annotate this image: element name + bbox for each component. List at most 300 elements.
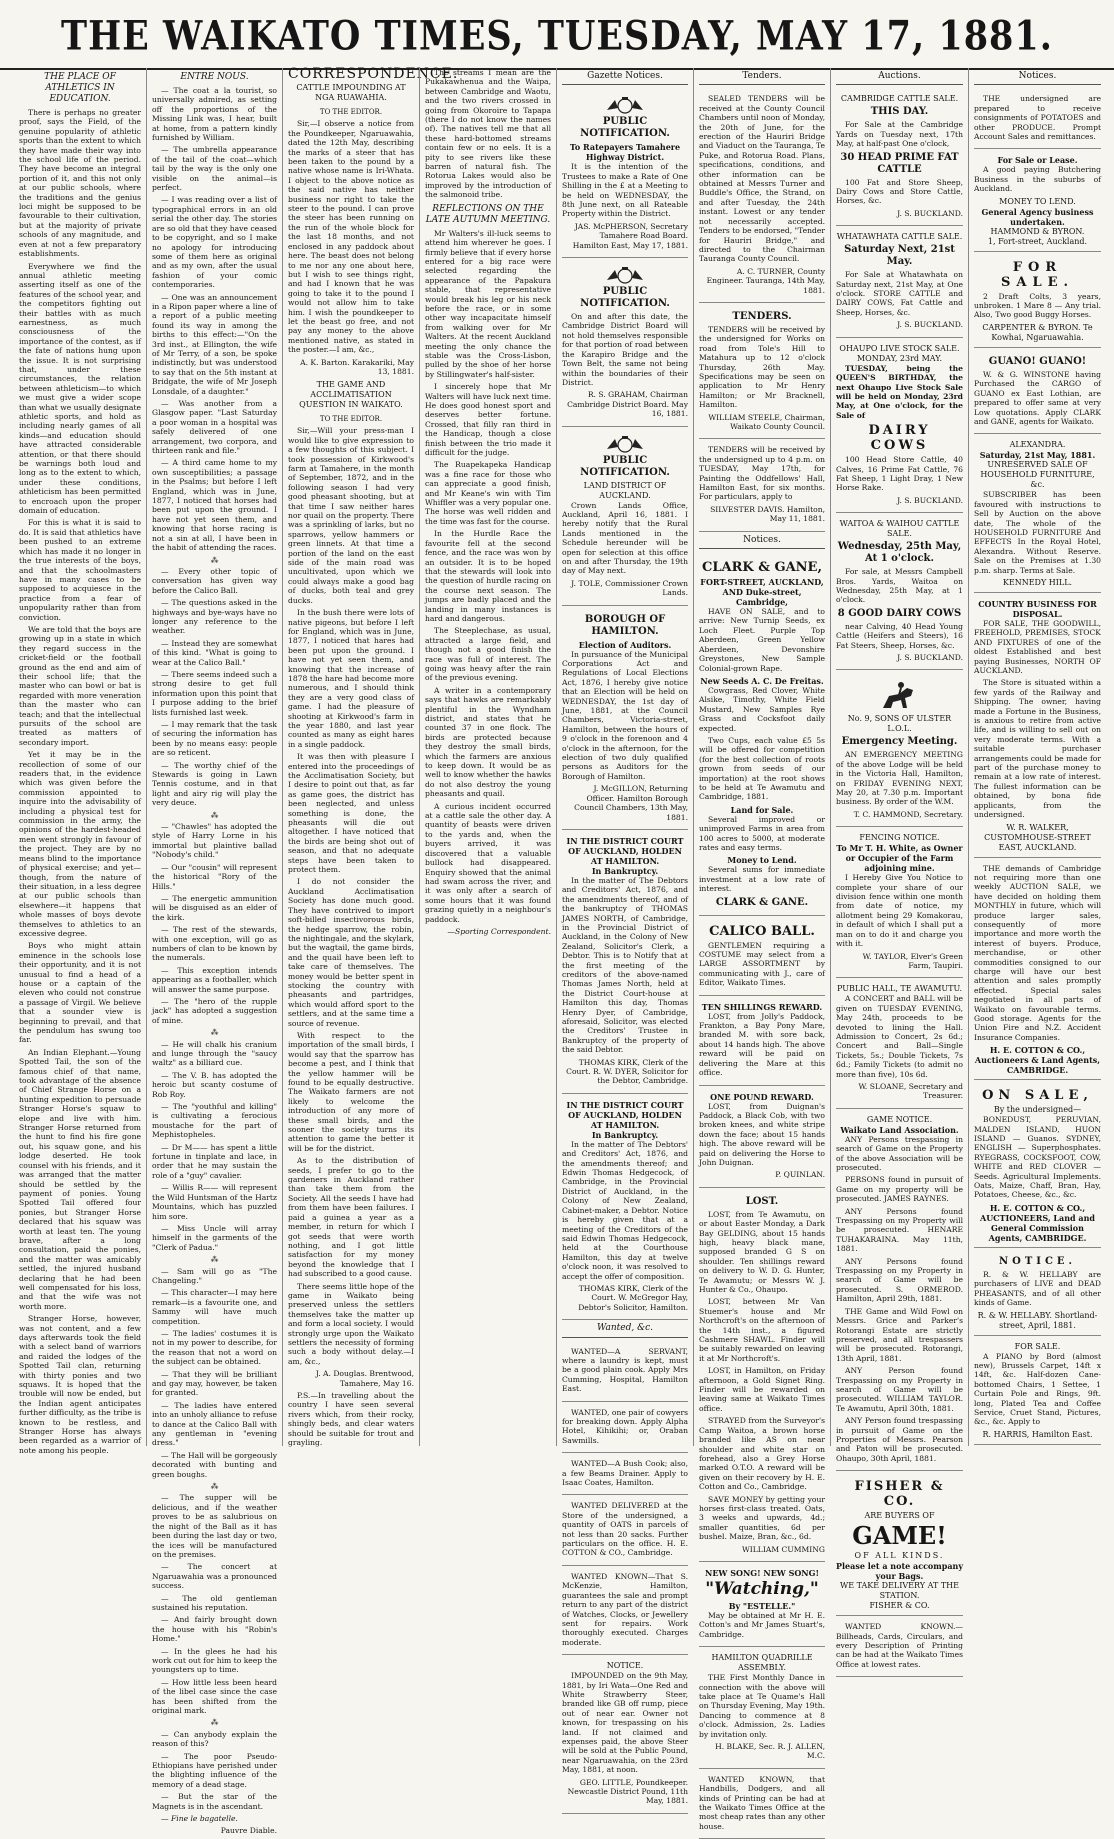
entre-nous-item: — Every other topic of conversation has given way before the Calico Ball. [152, 566, 277, 595]
masthead [0, 0, 1114, 70]
letter-to: TO THE EDITOR. [319, 415, 383, 424]
auction-when: Saturday Next, 21st May. [844, 244, 955, 268]
notice-title: PUBLIC NOTIFICATION. [580, 286, 670, 310]
hall-title: PUBLIC HALL, TE AWAMUTU. [836, 984, 963, 994]
article-paragraph: Yet it may be in the recollection of some of our readers that, in the evidence which was given before the commission appointed to inquire into the advisability of including a physical test for commission in the army, the opinions of the hardest-headed men went strongly in favour of the project. They are by no means blind to the importance of physical exercise; and yet—though, from the nature of their situation, in a less degree at our public schools than elsewhere—it happens that whole masses of boys devote themselves to athletics to an excessive degree. [19, 750, 141, 938]
continuation-paragraph: The streams I mean are the Pukakawhenua and the Waipa, between Cambridge and Waotu, and the two rivers crossed in going from Okoroire to Tapapa (there I do not know the names of). The natives tell me that all these hard-bottomed streams contain few or no eels. It is a pity to see rivers like these barren of natural fish. The Rotorua Lakes would also be improved by the introduction of the salmonoid tribe. [425, 68, 551, 200]
lease-title: For Sale or Lease. [997, 155, 1078, 166]
fencing-ad [836, 830, 963, 978]
notice-body: Crown Lands Office, Auckland, April 16, 1881. I hereby notify that the Rural Lands mentioned in the Schedule hereunder will be open for selection at this office on and after Thursday, the 19th day of May next. [562, 500, 688, 576]
for-sale-ad [974, 255, 1101, 348]
country-sign: W. R. WALKER, CUSTOMHOUSE-STREET EAST, AUCKLAND. [984, 822, 1091, 852]
notice-sign: R. S. GRAHAM, Chairman Cambridge District Board. May 16, 1881. [567, 390, 688, 419]
letter-ps: P.S.—In travelling about the country I have seen several rivers which, from their rocky, shingly beds, and clear waters should be suitable for trout and grayling. [288, 1391, 414, 1448]
game-item: ANY Persons found Trespassing on my Property will be prosecuted. HENARE TUHAKARAINA. May 11th, 1881. [836, 1206, 963, 1254]
fisher-kinds: OF ALL KINDS. [854, 1551, 945, 1561]
song-name: "Watching," [705, 1578, 819, 1599]
wanted-text: WANTED DELIVERED at the Store of the undersigned, a quantity of OATS in parcels of not less than 20 sacks. Further particulars on the office. H. E. COTTON & CO., Cambridge. [562, 1501, 688, 1558]
notice-title: PUBLIC NOTIFICATION. [580, 116, 670, 140]
fisher-are: ARE BUYERS OF [864, 1511, 935, 1521]
article-paragraph: In the Hurdle Race the favourite fell at the second fence, and the race was won by an outsider. It is to be hoped that the stewards will look into the question of hurdle racing on the course next season. The jumps are badly placed and the landing in many instances is hard and dangerous. [425, 529, 551, 623]
notice-sign: THOMAS KIRK, Clerk of the Court. R. W. DYER, Solicitor for the Debtor, Cambridge. [566, 1057, 688, 1086]
country-business-ad [974, 596, 1101, 858]
tender-sign: SILVESTER DAVIS. Hamilton, May 11, 1881. [710, 504, 825, 524]
fencing-body: I Hereby Give You Notice to complete your share of our division fence within one month from date of notice, my allotment being 29 Komakorau, in default of which I shall put a man on to do it and charge you with it. [836, 873, 963, 949]
entre-nous-item: — This character—I may here remark—is a favourite one, and Sammy will have much competition. [152, 1288, 277, 1326]
entre-nous-item: — In the glees he had his work cut out for him to keep the youngsters up to time. [152, 1646, 277, 1675]
entre-nous-item: — The poor Pseudo-Ethiopians have perished under the blighting influence of the memory of a dead stage. [152, 1751, 277, 1789]
lost-item: STRAYED from the Surveyor's Camp Waitoa, a brown horse branded like AS on near shoulder and white star on forehead, also a Grey Horse marked O.T.O. A reward will be given on their recovery by H. E. Cotton and Co., Cambridge. [699, 1416, 825, 1492]
cups-note: Two Cups, each value £5 5s will be offered for competition (for the best collection of roots grown from seeds of our importation) at the root shows to be held at Te Awamutu and Cambridge, 1881. [699, 735, 825, 802]
hammond-address: 1, Fort-street, Auckland. [987, 236, 1088, 246]
section-heading: CORRESPONDENCE. [288, 66, 459, 82]
piano-body: A PIANO by Bord (almost new), Brussels Carpet, 14ft x 14ft, &c. Half-dozen Cane-bottomed Chairs, 1 Settee, 1 Curtain Pole and Rings, 9ft. long, Plated Tea and Coffee Service, Cruet Stand, Pictures, &c., &c. Apply to [974, 1351, 1101, 1427]
notice-title: BOROUGH OF HAMILTON. [584, 613, 666, 637]
sale-body: 2 Draft Colts, 3 years, unbroken. 1 Mare 8 — Any trial. Also, Two good Buggy Horses. [974, 291, 1101, 320]
entre-nous-item: — I was reading over a list of typographical errors in an old serial the other day. The stories are so old that they have ceased to be copyright, and so I make no apology for introducing some of them here as original and as my own, after the usual fashion of your comic contemporaries. [152, 195, 277, 290]
lost-item: LOST, between Mr Van Stuemer's house and Mr Northcroft's on the afternoon of the 14th inst., a figured Cashmere SHAWL. Finder will be suitably rewarded on leaving it at Mr Northcroft's. [699, 1297, 825, 1363]
agency-title: General Agency business undertaken. [981, 206, 1094, 227]
letter-sign: J. A. Douglas. Brentwood, Tamahere, May 16. [315, 1369, 414, 1388]
song-body: May be obtained at Mr H. E. Cotton's and Mr James Stuart's, Cambridge. [699, 1610, 825, 1639]
notice-sign: J. TOLE, Commissioner Crown Lands. [571, 578, 688, 598]
column-header: Auctions. [836, 72, 963, 85]
asterism-divider: ⁂ [210, 1718, 219, 1728]
seeds-list: Cowgrass, Red Clover, White Alsike, Timothy, White Field Mustard, New Samples Rye Grass and Cocksfoot daily expected. [699, 685, 825, 733]
article-heading: ENTRE NOUS. [180, 72, 249, 82]
cotton-sign: H. E. COTTON & CO., Auctioneers & Land Agents, CAMBRIDGE. [974, 1045, 1101, 1076]
column-athletics [14, 68, 146, 1455]
entre-nous-item: — This exception intends appearing as a footballer, which will answer the same purpose. [152, 965, 277, 994]
wanted-ad [562, 1405, 688, 1454]
auction-when: THIS DAY. [870, 106, 929, 118]
country-body: The Store is situated within a few yards of the Railway and Shipping. The owner, having made a Fortune in the Business, is anxious to retire from active life, and is willing to sell out on very moderate terms. With a suitable purchaser arrangements could be made for part of the purchase money to remain at a low rate of interest. The fullest information can be obtained, by bona fide applicants, from the undersigned. [974, 678, 1101, 820]
asterism-divider: ⁂ [210, 1482, 219, 1492]
notice-body: IMPOUNDED on the 9th May, 1881, by Iri Wata—One Red and White Strawberry Steer, branded like GB off rump, piece out of near ear. Owner not known, for trespassing on his land. If not claimed and expenses paid, the above Steer will be sold at the Public Pound, near Ngaruawahia, on the 23rd May, 1881, at noon. [562, 1671, 688, 1775]
tender-body: SEALED TENDERS will be received at the County Council Chambers until noon of Monday, the 20th of June, for the erection of the Hauriri Bridge and Viaduct on the Tauranga, Te Puke, and Rotorua Road. Plans, specifications, conditions, and other information can be obtained at Messrs Turner and Buddle's Office, the Strand, on and after Tuesday, the 24th instant. Lowest or any tender not necessarily accepted. Tenders to be endorsed, "Tender for Hauriri Bridge," and directed to the Chairman Tauranga County Council. [699, 94, 825, 264]
game-notices [836, 1112, 963, 1471]
wanted-text: WANTED, one pair of cowyers for breaking down. Apply Alpha Hotel, Kihikihi; or, Oraban Sawmills. [562, 1407, 688, 1445]
entre-nous-item: — Miss Uncle will array himself in the garments of the "Clerk of Padua." [152, 1223, 277, 1252]
auction-sign: J. S. BUCKLAND. [897, 320, 963, 330]
entre-nous-item: — The rest of the stewards, with one exception, will go as numbers of clan to be known by the numerals. [152, 925, 277, 963]
hall-ad [836, 981, 963, 1108]
lodge-body: AN EMERGENCY MEETING of the above Lodge will be held in the Victoria Hall, Hamilton, on FRIDAY EVENING NEXT, May 20, at 7.30 p.m. Important business. By order of the W.M. [836, 750, 963, 807]
article-paragraph: I sincerely hope that Mr Walters will have luck next time. He does good honest sport and deserves better fortune. Crossed, that filly ran third in the Handicap, though a close finish between the trio made it difficult for the judge. [425, 382, 551, 458]
auction-ad [836, 341, 963, 513]
auction-title: CAMBRIDGE CATTLE SALE. [840, 94, 959, 104]
entre-nous-item: — Sam will go as "The Changeling." [152, 1266, 277, 1285]
country-sub: FOR SALE, THE GOODWILL, FREEHOLD, PREMISES, STOCK AND FIXTURES of one of the oldest Established and best paying Businesses, NORTH OF AUCKLAND. [974, 618, 1101, 675]
gazette-notice [562, 833, 688, 1094]
entre-nous-item: — That they will be brilliant and gay may, however, be taken for granted. [152, 1369, 277, 1398]
wanted-header: Wanted, &c. [562, 1324, 688, 1337]
auction-sign: J. S. BUCKLAND. [897, 495, 963, 505]
reward-ad [699, 1089, 825, 1188]
article-paragraph: For this is what it is said to do. It is said that athletics have been pushed to an extreme which has made it no longer in the true interests of the boys, and that the schoolmasters have in many cases to be supposed to acquiesce in the practice from a fear of unpopularity rather than from conviction. [19, 518, 141, 622]
tender-body: TENDERS will be received by the undersigned for Works on road from Tole's Hill to Matahura up to 12 o'clock Thursday, 26th May. Specifications may be seen on application to Mr Henry Hamilton; or Mr Bracknell, Hamilton. [699, 324, 825, 410]
notice-body: It is the intention of the Trustees to make a Rate of One Shilling in the £ at a Meeting to be held on WEDNESDAY, the 8th June next, on all Rateable Property within the District. [562, 162, 688, 219]
cotton-sign: H. E. COTTON & CO., AUCTIONEERS, Land and General Commission Agents, CAMBRIDGE. [979, 1202, 1096, 1243]
column-auctions [830, 68, 968, 1669]
asterism-divider: ⁂ [210, 555, 219, 565]
auction-when: MONDAY, 23rd MAY. [856, 353, 943, 363]
assembly-ad [699, 1650, 825, 1769]
auction-list: 100 Fat and Store Sheep, Dairy Cows and Store Cattle, Horses, &c. [836, 177, 963, 206]
letter-body: With respect to the importation of the small birds, I would say that the sparrow has become a pest, and I think that the yellow hammer will be found to be equally destructive. The Waikato farmers are not likely to welcome the introduction of any more of these small birds, and the sooner the society turns its attention to game the better it will be for the district. [288, 1030, 414, 1153]
notice-sign: JAS. McPHERSON, Secretary Tamahere Road Board. Hamilton East, May 17, 1881. [572, 221, 688, 250]
auction-ad [836, 516, 963, 670]
auction-list: 100 Head Store Cattle, 40 Calves, 16 Prime Fat Cattle, 76 Fat Sheep, 1 Light Dray, 1 New Horse Rake. [836, 455, 963, 493]
lost-ads [699, 1191, 825, 1562]
song-by: By "ESTELLE." [728, 1600, 796, 1611]
asterism-divider: ⁂ [210, 1028, 219, 1038]
asterism-divider: ⁂ [210, 1255, 219, 1265]
seeds-title: New Seeds A. C. De Freitas. [700, 675, 824, 686]
entre-nous-item: — He will chalk his cranium and lunge through the "saucy waltz" as a billiard cue. [152, 1039, 277, 1068]
alex-title: ALEXANDRA. [1009, 440, 1066, 450]
article-paragraph: We are told that the boys are growing up in a state in which they regard success in the cricket-field or the football ground as the end and aim of their school life; that the master who can bowl or bat is regarded with more veneration than the master who can teach; and that the intellectual pursuits of the school are treated as matters of secondary import. [19, 624, 141, 747]
tender-ad [699, 91, 825, 303]
entre-nous-item: — The umbrella appearance of the tail of the coat—which tail by the way is the only one visible on the animal—is perfect. [152, 145, 277, 193]
auction-title: WHATAWHATA CATTLE SALE. [836, 232, 963, 242]
calico-title: CALICO BALL. [709, 923, 815, 939]
entre-nous-item: — One was an announcement in a Ripon paper where a line of a report of a public meeting found its way in among the births to this effect:—"On the 3rd inst., at Ellington, the wife of Mr Terry, of a son, be spoke indistinctly, but was understood to say that on the 5th instant at Bridgate, the wife of Mr Joseph Lonsdale, of a daughter." [152, 292, 277, 396]
gazette-notice [562, 430, 688, 606]
letter-body: It was then with pleasure I entered into the proceedings of the Acclimatisation Society, but I desire to point out that, as far as game goes, the district has been neglected, and unless something is done, the pheasants will die out altogether. I have noticed that the birds are being shot out of season, and that no adequate steps have been taken to protect them. [288, 752, 414, 875]
royal-crest-icon [605, 96, 645, 114]
fisher-name: FISHER & CO. [854, 1479, 945, 1510]
notice-sub: LAND DISTRICT OF AUCKLAND. [583, 480, 667, 500]
reward-ad [699, 999, 825, 1086]
lodge-ad [836, 673, 963, 827]
wanted-ad [562, 1344, 688, 1402]
article-heading: REFLECTIONS ON THE LATE AUTUMN MEETING. [425, 203, 551, 225]
entre-nous-item: — How little less been heard of the libel case since the case has been shifted from the original mark. [152, 1677, 277, 1715]
lodge-sub: Emergency Meeting. [841, 736, 958, 748]
auction-title: WAITOA & WAIHOU CATTLE SALE. [839, 519, 960, 539]
horseman-emblem-icon [877, 678, 923, 712]
calico-ball-ad [699, 919, 825, 996]
entre-nous-item: — The Hall will be gorgeously decorated with bunting and green boughs. [152, 1450, 277, 1479]
auction-lot: 30 HEAD PRIME FAT CATTLE [840, 151, 959, 175]
lodge-title: No. 9, SONS OF ULSTER L.O.L. [847, 714, 952, 734]
printing-ad [836, 1619, 963, 1677]
firm-close: CLARK & GANE. [715, 896, 809, 908]
hammond-name: HAMMOND & BYRON. [990, 226, 1085, 236]
gazette-notice [562, 1097, 688, 1320]
reward-body: LOST, from Duignan's Paddock, a Black Cob, with two broken knees, and white stripe down the face; about 15 hands high. The above reward will be paid on delivering the Horse to John Duignan. [699, 1101, 825, 1167]
entre-nous-item: — The concert at Ngaruawahia was a pronounced success. [152, 1562, 277, 1591]
lost-item: LOST, from Te Awamutu, on or about Easter Monday, a Dark Bay GELDING, about 15 hands high, heavy black mane, supposed branded G S on shoulder. Ten shillings reward on delivery to W. D. G. Hunter, Te Awamutu; or Messrs W. J. Hunter & Co., Ohaupo. [699, 1209, 825, 1294]
cambridge-sales-ad [974, 861, 1101, 1081]
tender-sign: A. C. TURNER, County Engineer. Tauranga, 14th May, 1881. [706, 266, 825, 295]
fisher-game: GAME! [852, 1521, 947, 1551]
column-notices [968, 68, 1106, 1446]
guano-body: W. & G. WINSTONE having Purchased the CARGO of GUANO ex East Lothian, are prepared to offer same at very Low quotations. Apply CLARK and GANE, agents for Waikato. [974, 369, 1101, 426]
closing-line: — Fine le bagatelle. [161, 1814, 238, 1824]
pound-notice [562, 1658, 688, 1814]
letter-body: Sir,—Will your press-man I would like to give expression to a few thoughts of this subject. I took possession of Kirkwood's farm at Tamahere, in the month of September, 1872, and in the following season I had very good pheasant shooting, but at that time I saw neither hares nor quail on the property. There was a sprinkling of larks, but no sparrows, yellow hammers or green linnets. At that time a portion of the land on the east side of the main road was uncultivated, upon which we could always make a good bag of ducks, both teal and grey ducks. [288, 426, 414, 605]
printing-body: WANTED KNOWN, that Handbills, Dodgers, and all kinds of Printing can be had at the Waikato Times Office at the most cheap rates than any other house. [699, 1774, 825, 1831]
notice-sub: Election of Auditors. [578, 639, 672, 650]
notice-title: IN THE DISTRICT COURT OF AUCKLAND, HOLDEN AT HAMILTON. [566, 1099, 684, 1130]
lodge-sign: T. C. HAMMOND, Secretary. [853, 809, 963, 819]
game-item: ANY Person found trespassing in pursuit of Game on the Properties of Messrs. Pearson and Paton will be prosecuted. Ohaupo, 30th April, 1881. [836, 1416, 963, 1463]
potatoes-ad [974, 91, 1101, 149]
country-title: COUNTRY BUSINESS FOR DISPOSAL. [978, 598, 1097, 619]
tender-body: TENDERS will be received by the undersigned up to 4 p.m. on TUESDAY, May 17th, for Painting the Oddfellows' Hall, Hamilton East, for six months. For particulars, apply to [699, 445, 825, 502]
entre-nous-item: — The supper will be delicious, and if the weather proves to be as salubrious on the night of the Ball as it has been during the last day or two, the ices will be manufactured on the premises. [152, 1493, 277, 1559]
article-paragraph: The Steeplechase, as usual, attracted a large field, and though not a good finish the race was full of interest. The going was heavy after the rain of the previous evening. [425, 626, 551, 683]
lost-title: LOST. [745, 1195, 779, 1207]
notice-title: IN THE DISTRICT COURT OF AUCKLAND, HOLDEN AT HAMILTON. [566, 835, 684, 866]
letter-body: Sir,—I observe a notice from the Poundkeeper, Ngaruawahia, dated the 12th May, describing the marks of a steer that has been taken to the pound by a native whose name is Iri-Whata. I object to the above notice as the said native has neither business nor right to take the steer to the pound. I can prove the steer has been running on the run of the whole block for the last 18 months, and not enclosed in any paddock about here. The beast does not belong to me nor any one about here, but I wish to see things right, and had I known that he was going to take it to the pound I would not allow him to take him. I wish the poundkeeper to let the beast go free, and not pay any money to the above mentioned native, as stated in the poster.—I am, &c., [288, 119, 414, 355]
fencing-sign: W. TAYLOR, Elver's Green Farm, Taupiri. [862, 951, 963, 970]
on-sale-ad [974, 1083, 1101, 1248]
notice-sign: THOMAS KIRK, Clerk of the Court. W. McGregor Hay, Debtor's Solicitor, Hamilton. [578, 1283, 688, 1312]
notice-sign: GEO. LITTLE, Poundkeeper. Newcastle District Pound, 11th May, 1881. [567, 1777, 688, 1806]
notice-sub: In Bankruptcy. [591, 865, 659, 876]
auction-body: For Sale at Whatawhata on Saturday next, 21st May, at One o'clock. STORE CATTLE and DAIRY COWS, Fat Cattle and Sheep, Horses, &c. [836, 270, 963, 317]
clark-gane-ad [699, 555, 825, 916]
article-sign: —Sporting Correspondent. [447, 926, 551, 936]
auction-ad [836, 229, 963, 337]
gazette-notice [562, 91, 688, 258]
tender-ad [699, 442, 825, 531]
auction-body: For Sale at the Cambridge Yards on Tuesday next, 17th May, at half-past One o'clock, [836, 120, 963, 149]
hall-body: A CONCERT and BALL will be given on TUESDAY EVENING, May 24th, proceeds to be devoted to lining the Hall. Admission to Concert, 2s 6d.; Concert and Ball—Single Tickets, 5s.; Double Tickets, 7s 6d.; Family Tickets (to admit no more than five), 10s 6d. [836, 994, 963, 1079]
signature: Pauvre Diable. [220, 1826, 277, 1836]
entre-nous-item: — Instead they are somewhat of this kind. "What is going to wear at the Calico Ball." [152, 638, 277, 667]
assembly-sign: H. BLAKE, Sec. R. J. ALLEN, M.C. [715, 1742, 825, 1761]
fisher-ad [836, 1474, 963, 1616]
hellaby-body: R. & W. HELLABY are purchasers of LIVE and DEAD PHEASANTS, and of all other kinds of Game. [974, 1269, 1101, 1308]
alex-date: Saturday, 21st May, 1881. [979, 450, 1096, 461]
piano-ad [974, 1339, 1101, 1445]
entre-nous-item: — And fairly brought down the house with his "Robin's Home." [152, 1615, 277, 1644]
notice-title: PUBLIC NOTIFICATION. [580, 454, 670, 478]
sale-sign: CARPENTER & BYRON. Te Kowhai, Ngaruawahia. [982, 322, 1093, 342]
sale-title: FOR SALE. [1000, 259, 1075, 290]
article-paragraph: A writer in a contemporary says that hawks are remarkably plentiful in the Wyndham district, and states that he counted 37 in one flock. The birds are protected because they destroy the small birds, which the farmers are anxious to keep down. It would be as well to know whether the hawks do not also destroy the young pheasants and quail. [425, 685, 551, 799]
tender-title: TENDERS. [732, 310, 792, 322]
fencing-sub: To Mr T. H. White, as Owner or Occupier of the Farm adjoining mine. [836, 843, 963, 874]
money-title: Money to Lend. [727, 855, 797, 866]
auction-sign: J. S. BUCKLAND. [897, 208, 963, 218]
newspaper-title: THE WAIKATO TIMES, TUESDAY, MAY 17, 1881. [61, 12, 1053, 61]
auction-body: TUESDAY, being the QUEEN'S BIRTHDAY, the next Ohaupo Live Stock Sale will be held on Monday, 23rd May, at One o'clock, for the Sale of [836, 363, 963, 420]
hellaby-ad [974, 1251, 1101, 1336]
money-title: MONEY TO LEND. [999, 196, 1076, 206]
gazette-notice [562, 261, 688, 426]
guano-title: GUANO! GUANO! [988, 355, 1087, 367]
alex-sign: KENNEDY HILL. [1002, 577, 1073, 587]
entre-nous-item: — The energetic ammunition will be disguised as an elder of the kirk. [152, 893, 277, 922]
firm-name: CLARK & GANE, [702, 560, 822, 576]
notice-sign: J. McGILLON, Returning Officer. Hamilton Borough Council Chambers, 13th May, 1881. [574, 784, 688, 822]
letter-body: In the bush there were lots of native pigeons, but before I left for England, which was in June, 1877, I noticed that hares had been put upon the ground. I have not yet seen them, and knowing that the increase of 1878 the hare had become more numerous, and I should think they are a very good class of game. I had the pleasure of shooting at Kirkwood's farm in the year 1880, and last year counted as many as eight hares in a single paddock. [288, 608, 414, 749]
auction-title: OHAUPO LIVE STOCK SALE. [839, 343, 960, 353]
lease-ad [974, 152, 1101, 251]
auction-lot: DAIRY COWS [868, 423, 931, 454]
wanted-ad [562, 1456, 688, 1495]
notice-body: On and after this date, the Cambridge District Board will not hold themselves responsible for that portion of road between the Karapiro Bridge and the Town Belt, the same not being within the boundaries of their District. [562, 312, 688, 387]
wanted-ad [562, 1498, 688, 1565]
printing-ad [699, 1772, 825, 1839]
notice-body: In the matter of The Debtors' and Creditors' Act, 1876, and the amendments thereof; and Edwin Thomas Hedgecock, of Cambridge, in the Provincial District of Auckland, in the Colony of New Zealand, Cabinet-maker, a Debtor. Notice is hereby given that at a meeting of the Creditors of the said Edwin Thomas Hedgecock, held at the Courthouse Hamilton, this day at twelve o'clock noon, it was resolved to accept the offer of composition. [562, 1139, 688, 1281]
entre-nous-item: — The worthy chief of the Stewards is going in Lawn Tennis costume, and in that light and airy rig will play the very deuce. [152, 760, 277, 808]
entre-nous-items [152, 86, 277, 1811]
potatoes-body: THE undersigned are prepared to receive consignments of POTATOES and other PRODUCE. Prompt Account Sales and remittances. [974, 94, 1101, 142]
entre-nous-item: — Willis R—— will represent the Wild Huntsman of the Hartz Mountains, which has puzzled him sore. [152, 1183, 277, 1221]
alex-body: SUBSCRIBER has been favoured with instructions to Sell by Auction on the above date, The whole of the HOUSEHOLD FURNITURE And EFFECTS In the Royal Hotel, Alexandra. Without Reserve. Sale on the Premises at 1.30 p.m. sharp. Terms at Sale. [974, 490, 1101, 575]
fisher-deliver: WE TAKE DELIVERY AT THE STATION. [840, 1581, 959, 1601]
entre-nous-item: — Was another from a Glasgow paper. "Last Saturday a poor woman in a hospital was safely delivered of one arrangement, two corpora, and thirteen rank and file." [152, 399, 277, 456]
alexandra-ad [974, 437, 1101, 593]
entre-nous-item: — Our "cousin" will represent the historical "Rory of the Hills." [152, 862, 277, 891]
game-item: THE Game and Wild Fowl on Messrs. Grice and Parker's Rotorangi Estate are strictly preserved, and all trespassers will be prosecuted. Rotorangi, 13th April, 1881. [836, 1306, 963, 1363]
demands-body: THE demands of Cambridge not requiring more than one weekly AUCTION SALE, we have decided on holding them MONTHLY in future, which will produce larger sales, consequently of more importance and more worth the interest of buyers. Produce, merchandise, or other commodities consigned to our charge will have our best attention and sales promptly effected. Special sales negotiated in all parts of Waikato on favourable terms. Good storage. Agents for the Union Fire and N.Z. Accident Insurance Companies. [974, 863, 1101, 1042]
royal-crest-icon [605, 266, 645, 284]
onsale-by: By the undersigned— [993, 1105, 1082, 1115]
song-ad [699, 1565, 825, 1647]
entre-nous-item: — The questions asked in the highways and bye-ways have no longer any reference to the weather. [152, 598, 277, 636]
game-assoc: Waikato Land Association. [840, 1124, 959, 1135]
lost-item: SAVE MONEY by getting your horses first-class treated. Oats, 3 weeks and upwards, 4d.; smaller quantities, 6d per bushel. Maize, Bran, &c., 6d. [699, 1494, 825, 1542]
column-header: Notices. [974, 72, 1101, 85]
auction-list: near Calving, 40 Head Young Cattle (Heifers and Steers), 16 Fat Steers, Sheep, Horses, &c. [836, 621, 963, 650]
game-title: GAME NOTICE. [866, 1114, 933, 1124]
article-paragraph: Everywhere we find the annual athletic meeting asserting itself as one of the features of the school year, and the competitors fighting out their battles with as much earnestness, as much consciousness of the importance of the contest, as if the fate of nations hung upon the issue. It is not surprising that, under these circumstances, the relation between athleticism—to which we must give a wider scope than what we usually designate athletic sports, and hold as including nearly games of all kinds—and education should have attracted considerable attention, or that there should be warnings both loud and long as to the extent to which, under these conditions, athleticism has been permitted to encroach upon the proper domain of education. [19, 261, 141, 516]
article-paragraph: A curious incident occurred at a cattle sale the other day. A quantity of beasts were driven to the yards and, when the buyers arrived, it was discovered that a valuable bullock had disappeared. Enquiry showed that the animal had swam across the river, and it was only after a search of some hours that it was found grazing quietly in a neighbour's paddock. [425, 801, 551, 924]
article-paragraph: Mr Walters's ill-luck seems to attend him wherever he goes. I firmly believe that if every horse entered for a big race were selected regarding the appearance of the Papakura stable, that representative would break his leg or his neck before the race, or in some other way incapacitate himself from walking over for Mr Walters. At the recent Auckland meeting the only chance the stable was the Cross-Lisbon, pulled by the shoe of her horse by Stillingwater's half-sister. [425, 228, 551, 379]
onsale-title: ON SALE, [982, 1088, 1093, 1104]
entre-nous-item: — The "hero of the rupple jack" has adopted a suggestion of mine. [152, 996, 277, 1025]
article-paragraph: The Ruapekapeka Handicap was a fine race for those who can appreciate a good finish, and Mr Keane's win with Tim Whiffler was a very popular one. The horse was well ridden and the time was fast for the course. [425, 460, 551, 526]
reward-title: ONE POUND REWARD. [710, 1091, 814, 1102]
asterism-divider: ⁂ [210, 810, 219, 820]
notice-sub: In Bankruptcy. [591, 1129, 659, 1140]
money-body: Several sums for immediate investment at a low rate of interest. [699, 865, 825, 894]
calico-body: GENTLEMEN requiring a COSTUME may select from a LARGE ASSORTMENT by communicating with J., care of Editor, Waikato Times. [699, 940, 825, 988]
entre-nous-item: — The "youthful and killing" is cultivating a ferocious moustache for the part of Mephistopheles. [152, 1102, 277, 1140]
reward-title: TEN SHILLINGS REWARD. [701, 1001, 823, 1012]
entre-nous-item: — I may remark that the task of securing the information has been by no means easy: people are so reticent. [152, 720, 277, 758]
article-paragraph: There is perhaps no greater proof, says the Field, of the genuine popularity of athletic sports than the extent to which they have made their way into the school life of the period. They have become an integral portion of it, and this not only at our public schools, where the traditions and the genius loci might be supposed to be favourable to their cultivation, but at the majority of private schools of any magnitude, and even at not a few preparatory establishments. [19, 108, 141, 259]
column-reflections [419, 68, 556, 1446]
fisher-sign: FISHER & CO. [869, 1601, 930, 1611]
land-title: Land for Sale. [730, 804, 794, 815]
onsale-list: BONEDUST, PERUVIAN, MALDEN ISLAND, HUON ISLAND — Guanos. SYDNEY, ENGLISH — Superphosphates. RYEGRASS, COCKSFOOT, COW, WHITE and RED CLOVER — Seeds. Agricultural Implements. Oats, Maize, Chaff, Bran, Hay, Potatoes, Cheese, &c., &c. [974, 1115, 1101, 1200]
notice-body: In the matter of The Debtors and Creditors' Act, 1876, and the amendments thereof, and of the bankruptcy of THOMAS JAMES NORTH, of Cambridge, in the Provincial District of Auckland, in the Colony of New Zealand, Solicitor's Clerk, a Debtor. This is to Notify that at the first meeting of the creditors of the above-named Thomas James North, held at the District Court-house at Hamilton this day, Thomas Henry Dyer, of Cambridge, aforesaid, Solicitor, was elected the Creditors' Trustee in Bankruptcy of the property of the said Debtor. [562, 875, 688, 1055]
royal-crest-icon [605, 435, 645, 453]
columns [14, 66, 1106, 1836]
entre-nous-item: — The old gentleman sustained his reputation. [152, 1593, 277, 1612]
entre-nous-item: — Dr M—— has spent a little fortune in tinplate and lace, in order that he may sustain the role of a "guy" cavalier. [152, 1142, 277, 1180]
fisher-note: Please let a note accompany your Bags. [836, 1561, 963, 1582]
auction-lot: 8 GOOD DAIRY COWS [837, 607, 962, 619]
game-item: ANY Person found Trespassing on my Property in search of Game will be prosecuted. WILLIAM TAYLOR. Te Awamutu, April 30th, 1881. [836, 1366, 963, 1413]
letter-body: I do not consider the Auckland Acclimatisation Society has done much good. They have contrived to import soft-billed insectivorous birds, the hedge sparrow, the robin, the nightingale, and the skylark, but the wagtail, the game birds, and the quail have been left to take care of themselves. The money would be better spent in stocking the country with pheasants and partridges, which would afford sport to the settlers, and at the same time a source of revenue. [288, 877, 414, 1028]
letter-title: CATTLE IMPOUNDING AT NGA RUAWAHIA. [296, 83, 406, 103]
letter-sign: A. K. Barton. Karakariki, May 13, 1881. [300, 357, 414, 376]
notice-body: In pursuance of the Municipal Corporations Act and Regulations of Local Elections Act, 1876, I hereby give notice that an Election will be held on WEDNESDAY, the 1st day of June, 1881, at the Council Chambers, Victoria-street, Hamilton, between the hours of 9 o'clock in the forenoon and 4 o'clock in the afternoon, for the election of two duly qualified persons as Auditors for the Borough of Hamilton. [562, 649, 688, 781]
hall-sign: W. SLOANE, Secretary and Treasurer. [858, 1081, 963, 1101]
reward-sign: P. QUINLAN. [775, 1170, 825, 1180]
auction-when: Wednesday, 25th May, At 1 o'clock. [837, 541, 962, 565]
lease-body: A good paying Butchering Business in the suburbs of Auckland. [974, 165, 1101, 194]
entre-nous-item: — "Chawles" has adopted the style of Harry Lorne in his immortal but plaintive ballad "Nobody's child." [152, 822, 277, 860]
entre-nous-item: — A third came home to my own susceptibilities; a passage in the Psalms; but before I left England, which was in June, 1877, I noticed that horses had been put upon the ground. I have not yet seen them, and knowing that horse racing is not a sin at all, I have been in the habit of attending the races. [152, 458, 277, 553]
letter-title: THE GAME AND ACCLIMATISATION QUESTION IN WAIKATO. [299, 380, 403, 410]
game-item: ANY Persons trespassing in search of Game on the Property of the above Association will be prosecuted. [836, 1134, 963, 1172]
reward-body: LOST, from Jolly's Paddock, Frankton, a Bay Pony Mare, branded M. with sore back, about 14 hands high. The above reward will be paid on delivering the Mare at this office. [699, 1011, 825, 1078]
wanted-ad [562, 1569, 688, 1655]
assembly-title: HAMILTON QUADRILLE ASSEMBLY. [711, 1653, 813, 1673]
game-item: ANY Persons found Trespassing on my Property in search of Game will be prosecuted. S. ORMEROD. Hamilton, April 29th, 1881. [836, 1256, 963, 1304]
assembly-body: THE First Monthly Dance in connection with the above will take place at Te Quame's Hall on Thursday Evening, May 19th. Dancing to commence at 8 o'clock. Admission, 2s. Ladies by invitation only. [699, 1673, 825, 1739]
tender-sign: WILLIAM STEELE, Chairman, Waikato County Council. [708, 412, 825, 431]
article-heading: THE PLACE OF ATHLETICS IN EDUCATION. [44, 72, 116, 104]
notice-sub: To Ratepayers Tamahere Highway District. [569, 142, 681, 163]
entre-nous-item: — The V. B. has adopted the heroic but scanty costume of Rob Roy. [152, 1070, 277, 1099]
article-paragraph: Stranger Horse, however, was not content, and a few days afterwards took the field with a select band of warriors and raided the lodges of the Spotted Tail clan, returning with thirty ponies and two squaws. It is hoped that the trouble will now be ended, but the Indian agent anticipates further difficulty, as the tribe is known to be restless, and Stranger Horse has always been regarded as a warrior of note among his people. [19, 1314, 141, 1455]
alex-sub: UNRESERVED SALE OF HOUSEHOLD FURNITURE, &c. [980, 460, 1095, 490]
column-entre-nous [146, 68, 282, 1836]
wanted-text: WANTED KNOWN—That S. McKenzie, Hamilton, guarantees the sale and prompt return to any part of the district of Watches, Clocks, or Jewellery sent for repairs. Work thoroughly executed. Charges moderate. [562, 1571, 688, 1647]
entre-nous-item: — There seems indeed such a strong desire to get full information upon this point that I purpose adding to the brief lists furnished last week. [152, 669, 277, 717]
printing-body: WANTED KNOWN.—Billheads, Cards, Circulars, and every Description of Printing can be had at the Waikato Times Office at lowest rates. [836, 1622, 963, 1669]
auction-sign: J. S. BUCKLAND. [897, 653, 963, 662]
article-paragraph: An Indian Elephant.—Young Spotted Tail, the son of the famous chief of that name, took advantage of the absence of Chief Strange Horse on a hunting expedition to persuade Stranger Horse's squaw to elope and live with him. Stranger Horse returned from the hunt to find his fire gone out, his squaw gone, and his lodge deserted. He took counsel with his friends, and it was arranged that the matter should be settled by the payment of ponies. Young Spotted Tail offered four ponies, but Stranger Horse declared that his squaw was worth at least ten. The young brave, after a long consultation, paid the ponies, and the matter was amicably settled, the injured husband declaring that he had been well compensated for his loss, and that the wife was not worth more. [19, 1047, 141, 1311]
entre-nous-item: — The ladies' costumes it is not in my power to describe, for the reason that not a word on the subject can be obtained. [152, 1328, 277, 1367]
song-heading: NEW SONG! NEW SONG! [705, 1567, 819, 1578]
notices-header: Notices. [699, 536, 825, 549]
entre-nous-item: — Can anybody explain the reason of this? [152, 1729, 277, 1749]
game-item: PERSONS found in pursuit of Game on my property will be prosecuted. JAMES RAYNES. [836, 1175, 963, 1204]
land-body: Several improved or unimproved Farms in area from 100 acres to 5000, at moderate rates and easy terms. [699, 814, 825, 852]
fencing-title: FENCING NOTICE. [859, 833, 940, 843]
lost-sign: WILLIAM CUMMING [741, 1544, 825, 1554]
entre-nous-item: — The coat a la tourist, so universally admired, as setting off the proportions of the Missing Link was, I hear, built at home, from a pattern kindly furnished by William. [152, 86, 277, 143]
letter-to: TO THE EDITOR. [319, 108, 383, 117]
auction-ad [836, 91, 963, 226]
wanted-text: WANTED—A Bush Cook; also, a few Beams Drainer. Apply to Isaac Coates, Hamilton. [562, 1459, 688, 1488]
hellaby-title: NOTICE. [998, 1255, 1077, 1267]
column-tenders [693, 68, 830, 1831]
hellaby-sign: R. & W. HELLABY. Shortland-street, April, 1881. [977, 1310, 1098, 1330]
tender-ad [699, 306, 825, 439]
column-correspondence [282, 66, 459, 1448]
notice-title: NOTICE. [606, 1661, 644, 1671]
piano-title: FOR SALE. [1014, 1341, 1061, 1351]
letter-body: As to the distribution of seeds, I prefer to go to the gardeners in Auckland rather than take them from the Society. All the seeds I have had from them have been failures. I paid a guinea a year as a member, in return for which I got seeds that were worth nothing, and I got little satisfaction for my money beyond the knowledge that I had subscribed to a good cause. [288, 1156, 414, 1279]
gazette-notice [562, 609, 688, 830]
firm-intro: HAVE ON SALE, and to arrive: New Turnip Seeds, ex Loch Fleet. Purple Top Aberdeen, Green Yellow Aberdeen, Devonshire Greystones, New Sample Colonial-grown Rape. [699, 607, 825, 673]
column-header: Tenders. [699, 72, 825, 85]
piano-sign: R. HARRIS, Hamilton East. [982, 1429, 1093, 1439]
firm-address: FORT-STREET, AUCKLAND, AND Duke-street, Cambridge, [700, 577, 824, 608]
column-gazette [556, 68, 693, 1806]
auction-body: For sale, at Messrs Campbell Bros. Yards, Waitoa on Wednesday, 25th May, at 1 o'clock. [836, 567, 963, 605]
article-paragraph: Boys who might attain eminence in the schools lose their opportunity, and it is not unusual to find a head of a house or a captain of the eleven who could not construe a passage of Virgil. We believe that a sounder view is beginning to prevail, and that the pendulum has swung too far. [19, 941, 141, 1045]
wanted-text: WANTED—A SERVANT, where a laundry is kept, must be a good plain cook. Apply Mrs Cumming, Hospital, Hamilton East. [562, 1346, 688, 1394]
letter-body: There seems little hope of the game in Waikato being preserved unless the settlers themselves take the matter up and form a local society. I would strongly urge upon the Waikato settlers the necessity of forming such a body without delay.—I am, &c., [288, 1281, 414, 1366]
column-header: Gazette Notices. [562, 72, 688, 85]
entre-nous-item: — But the star of the Magnets is in the ascendant. [152, 1792, 277, 1811]
guano-ad [974, 351, 1101, 434]
